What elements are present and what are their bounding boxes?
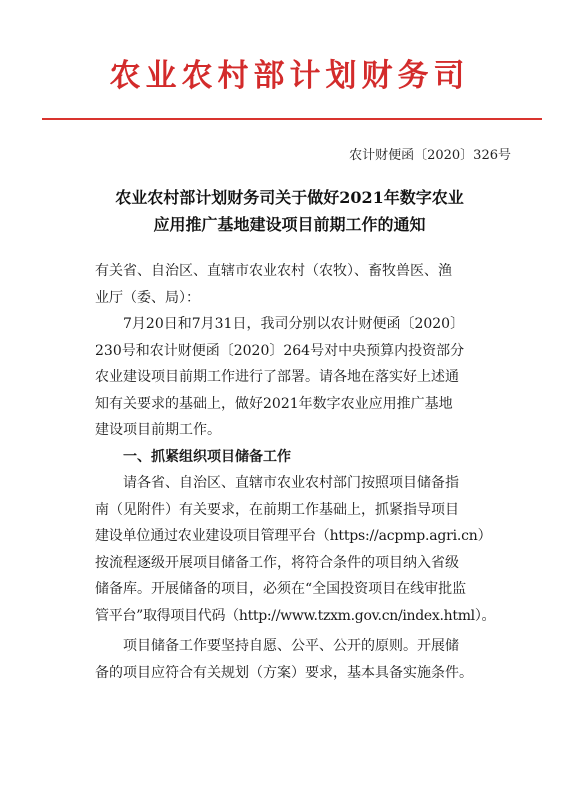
paragraph-3-line-2: 备的项目应符合有关规划（方案）要求，基本具备实施条件。 xyxy=(95,664,473,681)
paragraph-1-line-1: 7月20日和7月31日，我司分别以农计财便函〔2020〕 xyxy=(123,316,465,332)
letterhead-red-rule xyxy=(42,118,542,120)
salutation xyxy=(95,258,507,311)
paragraph-3 xyxy=(95,633,507,686)
document-number: 农计财便函〔2020〕326号 xyxy=(349,148,511,163)
title-line-1: 农业农村部计划财务司关于做好2021年数字农业 xyxy=(115,188,464,207)
paragraph-2-line-1: 请各省、自治区、直辖市农业农村部门按照项目储备指 xyxy=(123,475,459,491)
paragraph-2 xyxy=(95,470,507,629)
salutation-line-1: 有关省、自治区、直辖市农业农村（农牧）、畜牧兽医、渔 xyxy=(95,263,452,279)
paragraph-1-line-5: 建设项目前期工作。 xyxy=(95,422,221,438)
paragraph-2-line-2: 南（见附件）有关要求，在前期工作基础上，抓紧指导项目 xyxy=(95,501,459,518)
section-heading-1: 一、抓紧组织项目储备工作 xyxy=(123,448,291,465)
paragraph-2-line-5: 储备库。开展储备的项目，必须在“全国投资项目在线审批监 xyxy=(95,581,467,597)
document-body xyxy=(95,258,507,686)
paragraph-1-line-2: 230号和农计财便函〔2020〕264号对中央预算内投资部分 xyxy=(95,342,465,359)
paragraph-2-line-4: 按流程逐级开展项目储备工作，将符合条件的项目纳入省级 xyxy=(95,554,459,571)
paragraph-1 xyxy=(95,311,507,444)
paragraph-2-line-6: 管平台”取得项目代码（http://www.tzxm.gov.cn/index.html）。 xyxy=(95,607,496,624)
paragraph-3-line-1: 项目储备工作要坚持自愿、公平、公开的原则。开展储 xyxy=(123,638,459,654)
paragraph-1-line-4: 知有关要求的基础上，做好2021年数字农业应用推广基地 xyxy=(95,395,453,412)
letterhead-title: 农业农村部计划财务司 xyxy=(109,58,470,94)
salutation-line-2: 业厅（委、局）： xyxy=(95,289,200,306)
paragraph-2-line-3: 建设单位通过农业建设项目管理平台（https://acpmp.agri.cn） xyxy=(95,528,492,544)
paragraph-1-line-3: 农业建设项目前期工作进行了部署。请各地在落实好上述通 xyxy=(95,369,459,385)
document-title xyxy=(40,184,539,238)
title-line-2: 应用推广基地建设项目前期工作的通知 xyxy=(153,215,426,234)
